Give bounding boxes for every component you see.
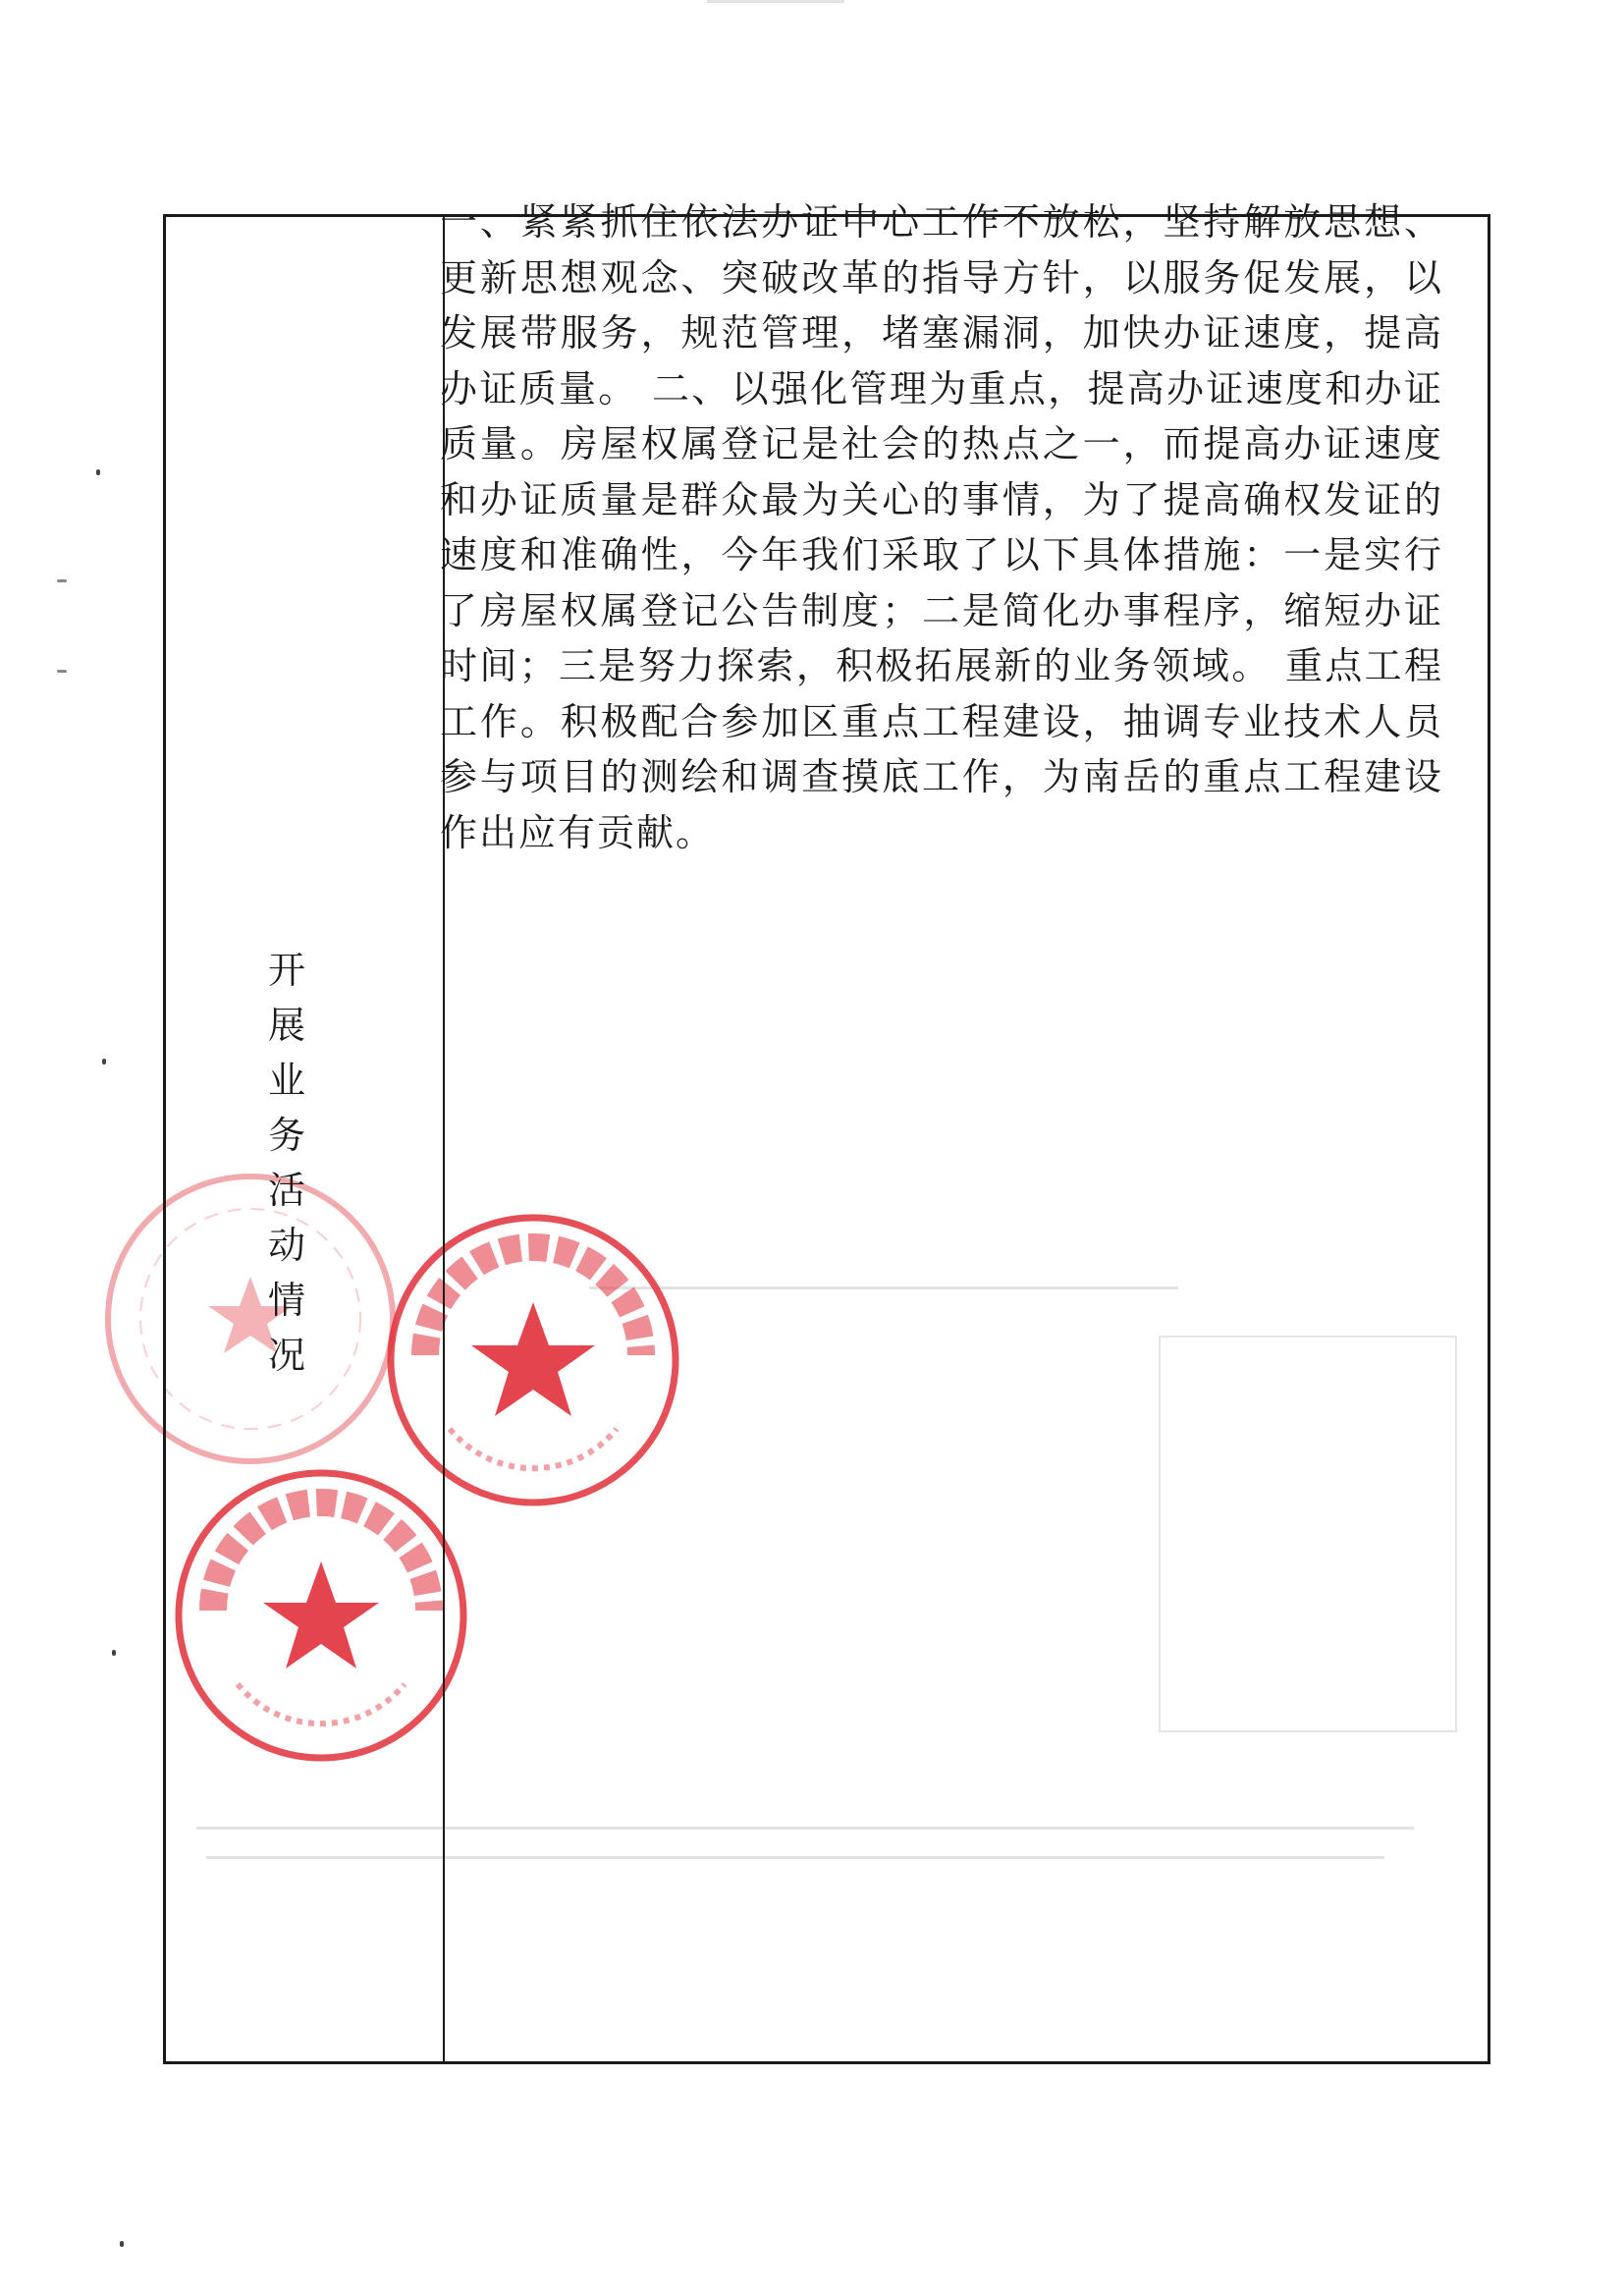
row-label-char: 开 — [267, 949, 305, 992]
scan-speck — [120, 2241, 124, 2247]
row-label-char: 况 — [267, 1334, 305, 1377]
activity-content: 一、紧紧抓住依法办证中心工作不放松，坚持解放思想、更新思想观念、突破改革的指导方针，以服务促发展，以发展带服务，规范管理，堵塞漏洞，加快办证速度，提高办证质量。 二、以强化管理为重点，提高办证速度和办证质量。房屋权属登记是社会的热点之一，而提高办证速度和办证质量是群众最为关心的事情，为了提高确权发证的速度和准确性，今年我们采取了以下具体措施：一是实行了房屋权属登记公告制度；二是简化办事程序，缩短办证时间；三是努力探索，积极拓展新的业务领域。 重点工程工作。积极配合参加区重点工程建设，抽调专业技术人员参与项目的测绘和调查摸底工作，为南岳的重点工程建设作出应有贡献。 — [440, 200, 1443, 854]
scan-speck — [102, 1059, 106, 1065]
scan-speck — [57, 670, 67, 673]
row-label-char: 务 — [267, 1114, 305, 1157]
row-label — [257, 943, 316, 1383]
scan-speck — [57, 579, 67, 582]
row-label-char: 展 — [267, 1004, 305, 1047]
row-label-char: 情 — [267, 1279, 305, 1322]
row-label-char: 活 — [267, 1169, 305, 1212]
row-label-char: 动 — [267, 1224, 305, 1267]
scan-speck — [112, 1650, 116, 1656]
row-label-char: 业 — [267, 1059, 305, 1102]
ghost-rule — [707, 0, 844, 3]
scan-speck — [96, 469, 100, 475]
